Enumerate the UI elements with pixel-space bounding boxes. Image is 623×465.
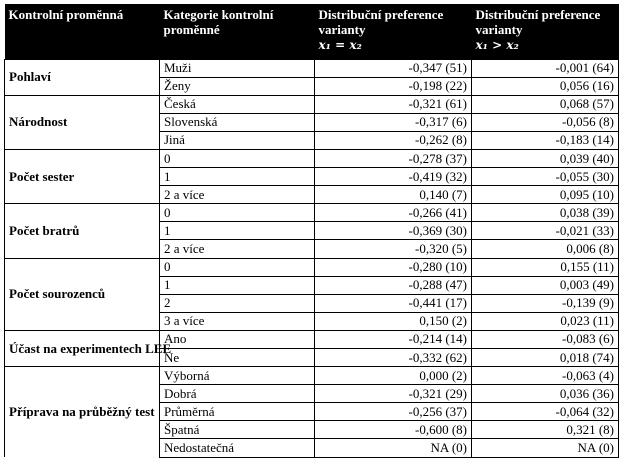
preference-equal-cell: -0,266 (41) [315,204,472,222]
preference-greater-cell: -0,001 (64) [472,59,619,77]
preference-equal-cell: -0,600 (8) [315,421,472,439]
preference-equal-cell: -0,262 (8) [315,131,472,149]
preference-equal-cell: -0,419 (32) [315,168,472,186]
category-cell: 2 a více [160,186,315,204]
header-control-variable: Kontrolní proměnná [5,4,160,59]
preference-equal-cell: 0,000 (2) [315,367,472,385]
preference-equal-cell: -0,369 (30) [315,222,472,240]
preference-equal-cell: -0,256 (37) [315,403,472,421]
preference-greater-cell: 0,039 (40) [472,149,619,167]
preference-greater-cell: -0,063 (4) [472,367,619,385]
control-variable-cell: Příprava na průběžný test [5,367,160,457]
preference-greater-cell: -0,064 (32) [472,403,619,421]
category-cell: Výborná [160,367,315,385]
preference-greater-cell: -0,083 (6) [472,330,619,348]
table-row [5,258,619,276]
control-variable-cell: Počet sourozenců [5,258,160,330]
preference-greater-cell: -0,139 (9) [472,294,619,312]
header-preference-greater [472,4,619,59]
header-preference-greater-formula: x₁ > x₂ [475,38,519,52]
preference-greater-cell: 0,068 (57) [472,95,619,113]
preference-equal-cell: -0,332 (62) [315,349,472,367]
category-cell: 1 [160,168,315,186]
category-cell: Špatná [160,421,315,439]
preference-equal-cell: 0,140 (7) [315,186,472,204]
preference-greater-cell: 0,155 (11) [472,258,619,276]
preference-equal-cell: 0,150 (2) [315,312,472,330]
category-cell: 3 a více [160,312,315,330]
control-variable-cell: Národnost [5,95,160,149]
category-cell: 0 [160,258,315,276]
category-cell: Ne [160,349,315,367]
table-body [5,59,619,457]
preference-greater-cell: 0,321 (8) [472,421,619,439]
preference-greater-cell: 0,036 (36) [472,385,619,403]
results-table [4,4,619,458]
preference-greater-cell: 0,023 (11) [472,312,619,330]
preference-equal-cell: NA (0) [315,439,472,457]
header-preference-greater-label: Distribuční preference varianty [475,7,601,37]
preference-equal-cell: -0,321 (61) [315,95,472,113]
header-preference-equal [315,4,472,59]
category-cell: 1 [160,276,315,294]
preference-greater-cell: 0,056 (16) [472,77,619,95]
category-cell: 2 [160,294,315,312]
preference-greater-cell: 0,018 (74) [472,349,619,367]
header-row [5,4,619,59]
category-cell: Ženy [160,77,315,95]
preference-greater-cell: -0,055 (30) [472,168,619,186]
preference-greater-cell: NA (0) [472,439,619,457]
table-row [5,330,619,348]
preference-equal-cell: -0,347 (51) [315,59,472,77]
category-cell: Nedostatečná [160,439,315,457]
preference-equal-cell: -0,288 (47) [315,276,472,294]
category-cell: 0 [160,149,315,167]
preference-greater-cell: 0,003 (49) [472,276,619,294]
category-cell: 1 [160,222,315,240]
control-variable-cell: Účast na experimentech LEE [5,330,160,366]
table-row [5,367,619,385]
category-cell: Ano [160,330,315,348]
category-cell: Jiná [160,131,315,149]
header-category: Kategorie kontrolní proměnné [160,4,315,59]
category-cell: 2 a více [160,240,315,258]
preference-equal-cell: -0,278 (37) [315,149,472,167]
table-row [5,95,619,113]
table-header [5,4,619,59]
control-variable-cell: Počet sester [5,149,160,203]
preference-equal-cell: -0,280 (10) [315,258,472,276]
table-row [5,59,619,77]
category-cell: 0 [160,204,315,222]
preference-equal-cell: -0,214 (14) [315,330,472,348]
category-cell: Slovenská [160,113,315,131]
preference-greater-cell: 0,006 (8) [472,240,619,258]
preference-equal-cell: -0,441 (17) [315,294,472,312]
table-row [5,149,619,167]
preference-greater-cell: -0,183 (14) [472,131,619,149]
preference-greater-cell: -0,056 (8) [472,113,619,131]
category-cell: Muži [160,59,315,77]
preference-equal-cell: -0,320 (5) [315,240,472,258]
preference-greater-cell: -0,021 (33) [472,222,619,240]
header-preference-equal-formula: x₁ = x₂ [318,38,362,52]
header-preference-equal-label: Distribuční preference varianty [318,7,444,37]
category-cell: Průměrná [160,403,315,421]
preference-equal-cell: -0,198 (22) [315,77,472,95]
preference-equal-cell: -0,317 (6) [315,113,472,131]
table-row [5,204,619,222]
preference-greater-cell: 0,038 (39) [472,204,619,222]
preference-greater-cell: 0,095 (10) [472,186,619,204]
category-cell: Česká [160,95,315,113]
control-variable-cell: Počet bratrů [5,204,160,258]
control-variable-cell: Pohlaví [5,59,160,95]
category-cell: Dobrá [160,385,315,403]
preference-equal-cell: -0,321 (29) [315,385,472,403]
